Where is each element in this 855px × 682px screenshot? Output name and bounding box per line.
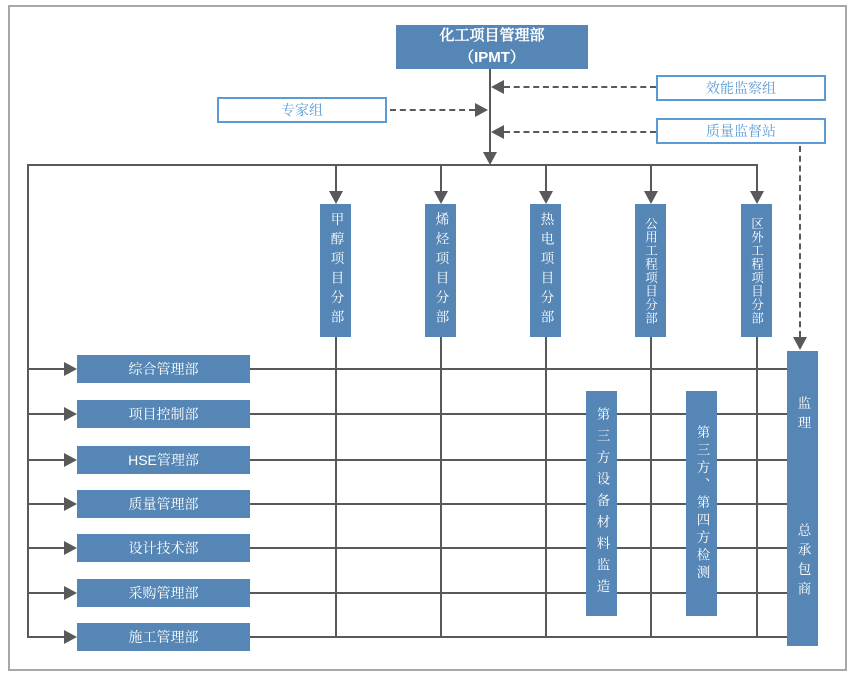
- connector-dept-rail: [250, 368, 787, 370]
- connector-division-drop: [335, 166, 337, 193]
- connector-dept-stub: [29, 368, 65, 370]
- root-box-ipmt: [396, 25, 588, 69]
- division-box-thermal: 热电项目分部: [530, 204, 561, 337]
- connector-division-drop: [756, 166, 758, 193]
- connector-dept-stub: [29, 592, 65, 594]
- dept-box-construction: 施工管理部: [77, 623, 250, 651]
- connector-left-trunk: [27, 164, 29, 638]
- connector-dept-stub: [29, 413, 65, 415]
- general-contractor-label: 总承包商: [795, 523, 811, 601]
- arrow-down-icon: [750, 191, 764, 204]
- arrow-right-icon: [64, 407, 77, 421]
- third-party-equipment-box: 第三方设备材料监造: [586, 391, 617, 616]
- dept-box-general-admin: 综合管理部: [77, 355, 250, 383]
- connector-top-rail: [27, 164, 758, 166]
- expert-group-box: 专家组: [217, 97, 387, 123]
- arrow-right-icon: [64, 362, 77, 376]
- quality-supervision-station-box: 质量监督站: [656, 118, 826, 144]
- arrow-down-icon: [329, 191, 343, 204]
- arrow-right-icon: [64, 541, 77, 555]
- connector-division-drop: [650, 166, 652, 193]
- division-box-olefin: 烯烃项目分部: [425, 204, 456, 337]
- connector-dept-stub: [29, 547, 65, 549]
- division-box-offsite: 区外工程项目分部: [741, 204, 772, 337]
- dashed-link-quality: [504, 131, 656, 133]
- dashed-link-expert: [390, 109, 475, 111]
- connector-dept-stub: [29, 503, 65, 505]
- supervision-contractor-box: [787, 351, 818, 646]
- third-fourth-party-inspection-box: 第三方、第四方检测: [686, 391, 717, 616]
- arrow-left-icon: [491, 125, 504, 139]
- connector-dept-stub: [29, 636, 65, 638]
- dept-box-hse: HSE管理部: [77, 446, 250, 474]
- division-box-methanol: 甲醇项目分部: [320, 204, 351, 337]
- dept-box-quality: 质量管理部: [77, 490, 250, 518]
- division-box-utilities: 公用工程项目分部: [635, 204, 666, 337]
- dept-box-project-control: 项目控制部: [77, 400, 250, 428]
- arrow-right-icon: [64, 453, 77, 467]
- root-box-subtitle: （IPMT）: [459, 49, 525, 66]
- arrow-down-icon: [644, 191, 658, 204]
- root-box-title: 化工项目管理部: [439, 27, 545, 45]
- dashed-link-supervision: [799, 146, 801, 337]
- arrow-right-icon: [64, 497, 77, 511]
- connector-division-drop: [545, 166, 547, 193]
- arrow-right-icon: [475, 103, 488, 117]
- arrow-right-icon: [64, 586, 77, 600]
- efficiency-supervision-box: 效能监察组: [656, 75, 826, 101]
- dept-box-procurement: 采购管理部: [77, 579, 250, 607]
- arrow-down-icon: [434, 191, 448, 204]
- connector-dept-rail: [250, 636, 787, 638]
- chart-frame: [8, 5, 847, 671]
- arrow-down-icon: [539, 191, 553, 204]
- arrow-down-icon: [483, 152, 497, 165]
- dept-box-design-tech: 设计技术部: [77, 534, 250, 562]
- connector-dept-stub: [29, 459, 65, 461]
- supervision-label: 监理: [795, 396, 811, 435]
- arrow-right-icon: [64, 630, 77, 644]
- arrow-down-icon: [793, 337, 807, 350]
- dashed-link-efficiency: [504, 86, 656, 88]
- arrow-left-icon: [491, 80, 504, 94]
- connector-division-drop: [440, 166, 442, 193]
